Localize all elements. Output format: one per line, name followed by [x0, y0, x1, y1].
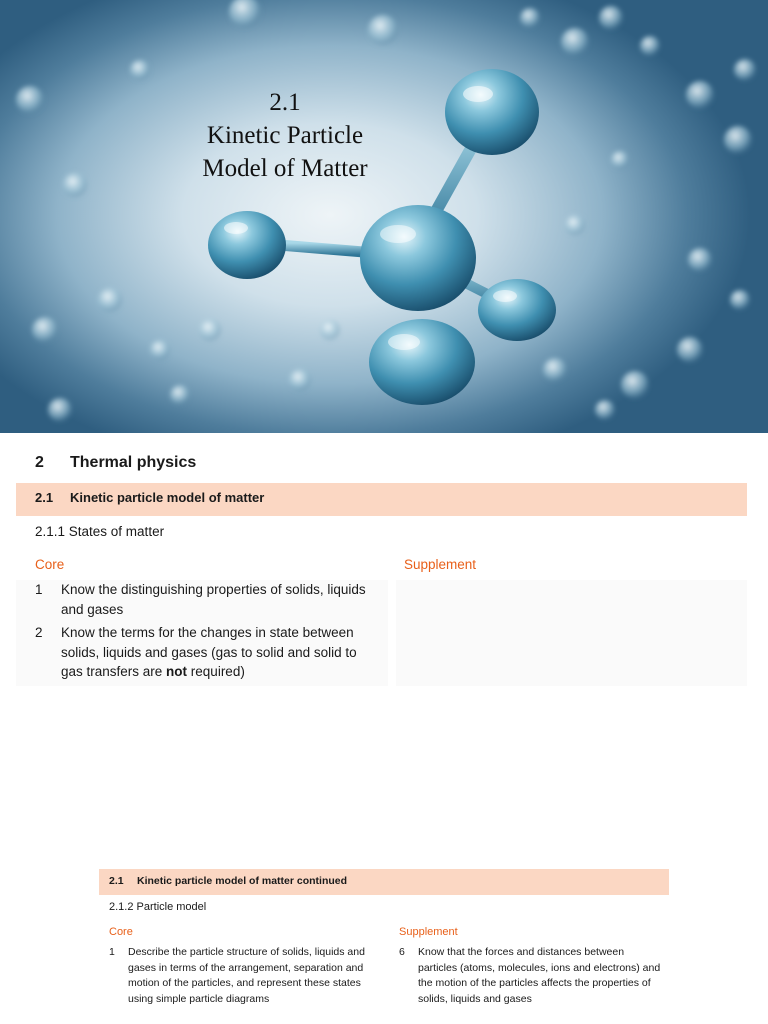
section-number: 2.1 — [109, 875, 124, 887]
hero-title-line: 2.1 — [269, 89, 301, 116]
item-text: Describe the particle structure of solids, liquids and gases in terms of the arrangement, separation and motion of the particles, and represent these states using simple particle diagrams — [128, 946, 365, 1005]
item-text-after: required) — [187, 664, 245, 679]
hero-title — [150, 86, 420, 185]
chapter-title: Thermal physics — [70, 454, 197, 471]
item-text — [61, 623, 380, 682]
item-number: 6 — [399, 946, 405, 958]
supplement-column-background — [396, 580, 747, 686]
subsection-heading: 2.1.2 Particle model — [109, 901, 207, 913]
item-number: 1 — [109, 946, 115, 958]
section-heading-band-continued — [99, 869, 669, 895]
item-number: 1 — [35, 582, 43, 597]
section-heading-band — [16, 483, 747, 516]
supplement-heading: Supplement — [404, 557, 477, 572]
hero-title-line: Model of Matter — [202, 155, 368, 182]
core-heading: Core — [109, 926, 133, 938]
item-text: Know the distinguishing properties of solids, liquids and gases — [61, 582, 366, 617]
item-text: Know that the forces and distances between particles (atoms, molecules, ions and electrons) and the motion of the particles affects the properties of solids, liquids and gases — [418, 946, 661, 1005]
section-title: Kinetic particle model of matter continued — [137, 875, 348, 887]
supplement-item — [399, 945, 661, 1007]
subsection-heading: 2.1.1 States of matter — [35, 524, 165, 539]
hero-banner — [0, 0, 768, 433]
core-heading: Core — [35, 557, 65, 572]
item-text-emphasis: not — [166, 664, 188, 679]
core-item — [35, 580, 380, 619]
item-number: 2 — [35, 625, 43, 640]
item-text-before: Know the terms for the changes in state between solids, liquids and gases (gas to solid and solid to gas transfers are — [61, 625, 357, 679]
core-item — [109, 945, 371, 1007]
chapter-heading — [35, 454, 196, 472]
hero-title-line: Kinetic Particle — [206, 122, 364, 149]
chapter-number: 2 — [35, 454, 44, 471]
section-title: Kinetic particle model of matter — [70, 490, 265, 505]
section-number: 2.1 — [35, 490, 54, 505]
supplement-heading: Supplement — [399, 926, 458, 938]
molecule-illustration — [0, 0, 768, 433]
core-item — [35, 623, 380, 682]
